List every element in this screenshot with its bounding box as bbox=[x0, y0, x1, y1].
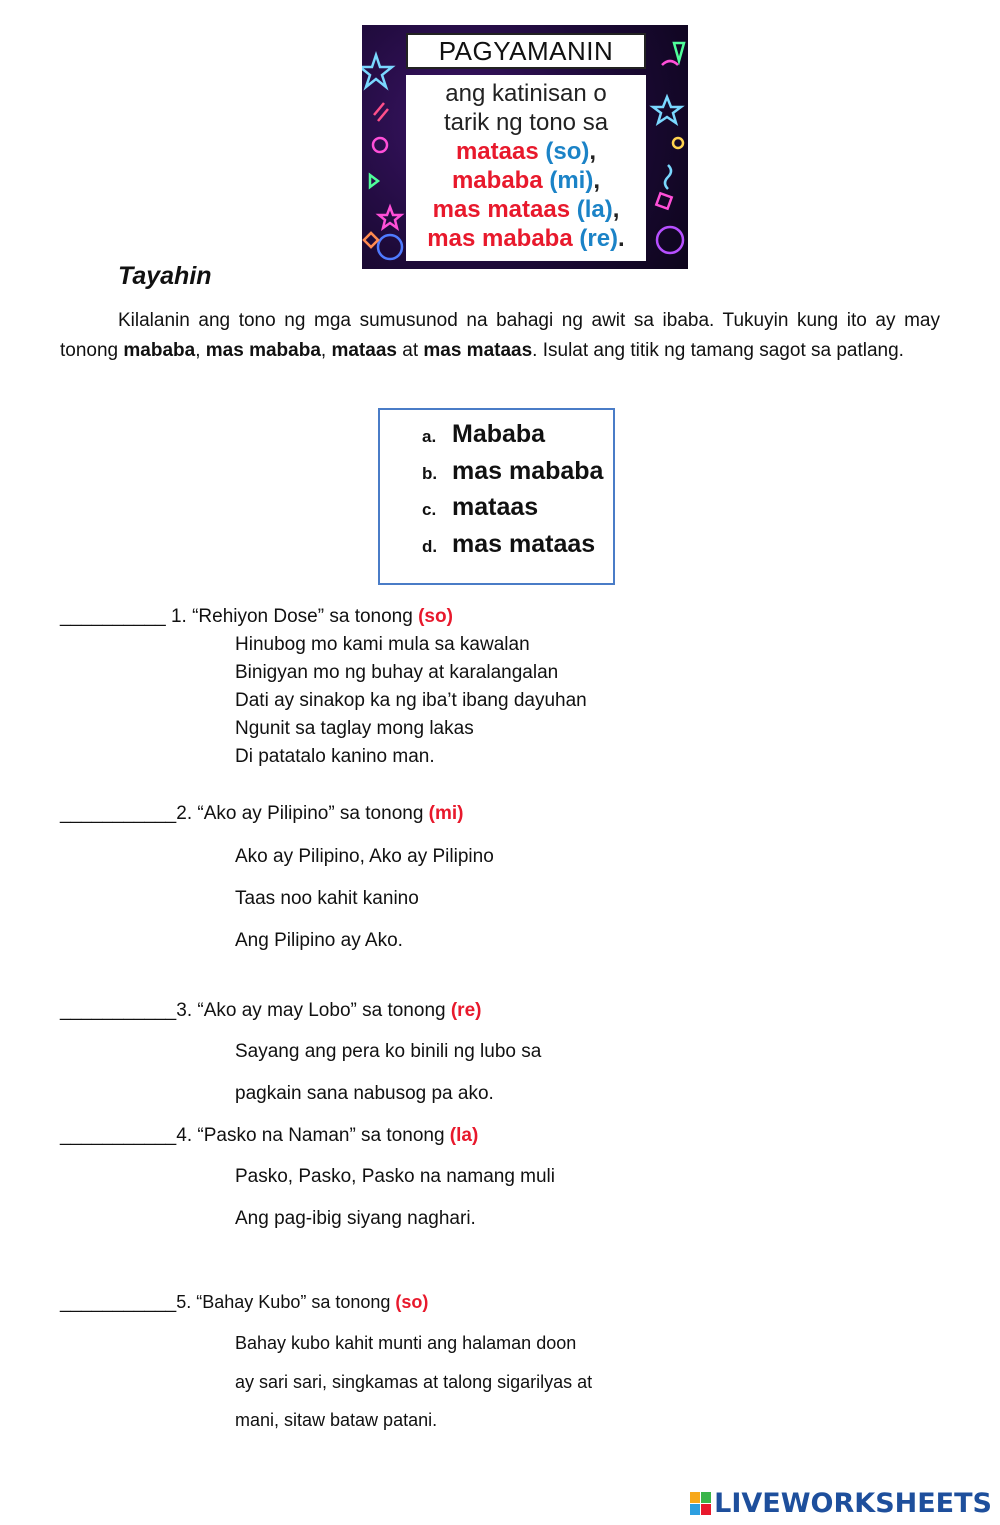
choice-c: c. mataas bbox=[422, 493, 539, 521]
squiggle-icon bbox=[665, 165, 671, 189]
lyric-line: Ang Pilipino ay Ako. bbox=[235, 930, 403, 951]
banner-title: PAGYAMANIN bbox=[406, 33, 646, 69]
lyric-line: ay sari sari, singkamas at talong sigarilyas at bbox=[235, 1372, 593, 1392]
choices-box bbox=[378, 408, 615, 585]
lyric-line: mani, sitaw bataw patani. bbox=[235, 1410, 438, 1430]
answer-blank[interactable]: ___________ bbox=[60, 803, 177, 824]
question-3: ___________3. “Ako ay may Lobo” sa tonong (re) bbox=[60, 1000, 482, 1021]
lyric-line: pagkain sana nabusog pa ako. bbox=[235, 1083, 494, 1104]
lyric-line: Dati ay sinakop ka ng iba’t ibang dayuhan bbox=[235, 690, 587, 711]
banner-item: mataas (so), bbox=[455, 138, 597, 165]
star-icon bbox=[379, 207, 401, 228]
question-2: ___________2. “Ako ay Pilipino” sa tonong (mi) bbox=[60, 803, 464, 824]
triangle-icon bbox=[674, 43, 684, 61]
answer-blank[interactable]: ___________ bbox=[60, 1000, 177, 1021]
banner-item: mas mataas (la), bbox=[432, 196, 620, 223]
lyric-line: Hinubog mo kami mula sa kawalan bbox=[235, 634, 530, 655]
banner-line: ang katinisan o bbox=[445, 80, 607, 107]
answer-blank[interactable]: ___________ bbox=[60, 1125, 177, 1146]
circle-icon bbox=[657, 227, 683, 253]
star-icon bbox=[653, 97, 681, 123]
lyric-line: Taas noo kahit kanino bbox=[235, 888, 419, 909]
question-4: ___________4. “Pasko na Naman” sa tonong (la) bbox=[60, 1125, 479, 1146]
choice-a: a. Mababa bbox=[422, 420, 546, 448]
diamond-icon bbox=[364, 233, 378, 247]
square-icon bbox=[656, 193, 671, 208]
answer-blank[interactable]: __________ bbox=[60, 606, 166, 627]
circle-icon bbox=[378, 235, 402, 259]
brand-name: LIVEWORKSHEETS bbox=[714, 1488, 992, 1519]
lyric-line: Ako ay Pilipino, Ako ay Pilipino bbox=[235, 846, 494, 867]
liveworksheets-logo-icon bbox=[690, 1492, 712, 1516]
triangle-icon bbox=[370, 175, 378, 187]
question-1: __________ 1. “Rehiyon Dose” sa tonong (so) bbox=[60, 606, 453, 627]
liveworksheets-logo bbox=[690, 1488, 992, 1519]
lyric-line: Bahay kubo kahit munti ang halaman doon bbox=[235, 1333, 577, 1353]
answer-blank[interactable]: ___________ bbox=[60, 1292, 177, 1313]
arc-icon bbox=[662, 61, 678, 65]
star-icon bbox=[362, 55, 392, 87]
slash-icon bbox=[374, 103, 388, 121]
banner-body bbox=[406, 75, 646, 261]
banner-item: mas mababa (re). bbox=[427, 225, 625, 252]
lyric-line: Di patatalo kanino man. bbox=[235, 746, 435, 767]
instructions: Kilalanin ang tono ng mga sumusunod na bahagi ng awit sa ibaba. Tukuyin kung ito ay may tonong mababa, mas mababa, mataas at mas mataas. Isulat ang titik ng tamang sagot sa patlang. bbox=[60, 310, 940, 361]
pagyamanin-banner bbox=[362, 25, 688, 269]
lyric-line: Pasko, Pasko, Pasko na namang muli bbox=[235, 1166, 556, 1187]
choice-d: d. mas mataas bbox=[422, 530, 596, 558]
circle-icon bbox=[673, 138, 683, 148]
banner-line: tarik ng tono sa bbox=[443, 109, 609, 136]
circle-icon bbox=[373, 138, 387, 152]
question-5: ___________5. “Bahay Kubo” sa tonong (so) bbox=[60, 1292, 429, 1313]
lyric-line: Sayang ang pera ko binili ng lubo sa bbox=[235, 1041, 542, 1062]
lyric-line: Binigyan mo ng buhay at karalangalan bbox=[235, 662, 559, 683]
lyric-line: Ang pag-ibig siyang naghari. bbox=[235, 1208, 476, 1229]
lyric-line: Ngunit sa taglay mong lakas bbox=[235, 718, 474, 739]
section-heading: Tayahin bbox=[118, 262, 212, 290]
choice-b: b. mas mababa bbox=[422, 457, 604, 485]
banner-item: mababa (mi), bbox=[451, 167, 601, 194]
